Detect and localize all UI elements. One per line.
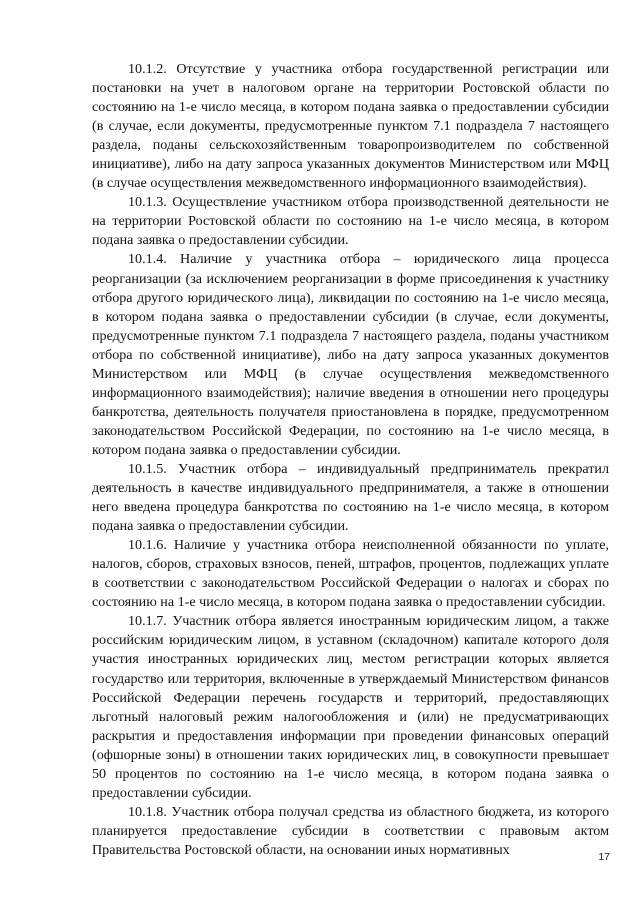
paragraph-10-1-6: 10.1.6. Наличие у участника отбора неисполненной обязанности по уплате, налогов, сборов, страховых взносов, пеней, штрафов, процентов, подлежащих уплате в соответствии с законодательством Российской Федерации о налогах и сборах по состоянию на 1-е число месяца, в котором подана заявка о предоставлении субсидии. — [92, 537, 609, 611]
paragraph-10-1-3: 10.1.3. Осуществление участником отбора производственной деятельности не на территории Ростовской области по состоянию на 1-е число месяца, в котором подана заявка о предоставлении субсидии. — [92, 194, 609, 249]
document-body — [92, 60, 609, 860]
paragraph-10-1-5: 10.1.5. Участник отбора – индивидуальный предприниматель прекратил деятельность в качестве индивидуального предпринимателя, а также в отношении него введена процедура банкротства по состоянию на 1-е число месяца, в котором подана заявка о предоставлении субсидии. — [92, 460, 609, 535]
page-number: 17 — [598, 851, 610, 863]
paragraph-10-1-8: 10.1.8. Участник отбора получал средства из областного бюджета, из которого планируется предоставление субсидии в соответствии с правовым актом Правительства Ростовской области, на основании иных нормативных — [92, 803, 609, 858]
paragraph-10-1-7: 10.1.7. Участник отбора является иностранным юридическим лицом, а также российским юридическим лицом, в уставном (складочном) капитале которого доля участия иностранных юридических лиц, местом регистрации которых является государство или территория, включенные в утверждаемый Министерством финансов Российской Федерации перечень государств и территорий, предоставляющих льготный налоговый режим налогообложения и (или) не предусматривающих раскрытия и предоставления информации при проведении финансовых операций (офшорные зоны) в отношении таких юридических лиц, в совокупности превышает 50 процентов по состоянию на 1-е число месяца, в котором подана заявка о предоставлении субсидии. — [92, 613, 609, 801]
paragraph-10-1-4: 10.1.4. Наличие у участника отбора – юридического лица процесса реорганизации (за исключением реорганизации в форме присоединения к участнику отбора другого юридического лица), ликвидации по состоянию на 1-е число месяца, в котором подана заявка о предоставлении субсидии (в случае, если документы, предусмотренные пунктом 7.1 подраздела 7 настоящего раздела, поданы участником отбора по собственной инициативе), либо на дату запроса указанных документов Министерством или МФЦ (в случае осуществления межведомственного информационного взаимодействия); наличие введения в отношении него процедуры банкротства, деятельность получателя приостановлена в порядке, предусмотренном законодательством Российской Федерации, по состоянию на 1-е число месяца, в котором подана заявка о предоставлении субсидии. — [92, 251, 609, 458]
paragraph-10-1-2: 10.1.2. Отсутствие у участника отбора государственной регистрации или постановки на учет в налоговом органе на территории Ростовской области по состоянию на 1-е число месяца, в котором подана заявка о предоставлении субсидии (в случае, если документы, предусмотренные пунктом 7.1 подраздела 7 настоящего раздела, поданы сельскохозяйственным товаропроизводителем по собственной инициативе), либо на дату запроса указанных документов Министерством или МФЦ (в случае осуществления межведомственного информационного взаимодействия). — [92, 61, 609, 192]
